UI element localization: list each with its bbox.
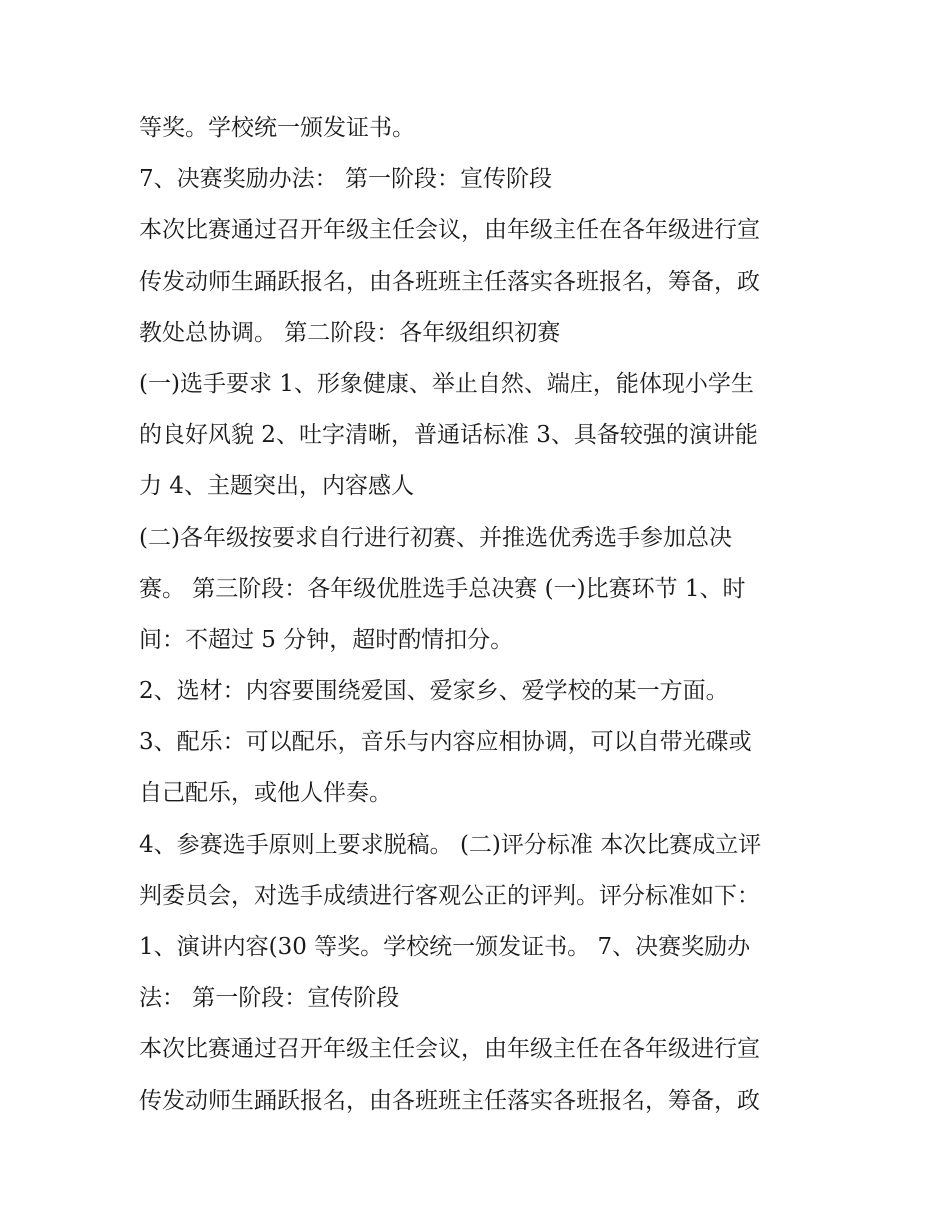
text-line: 3、配乐：可以配乐，音乐与内容应相协调，可以自带光碟或 (139, 729, 752, 756)
text-line: 1、演讲内容(30 等奖。学校统一颁发证书。 7、决赛奖励办 (139, 934, 751, 960)
text-line: (一)选手要求 1、形象健康、举止自然、端庄，能体现小学生 (139, 370, 754, 397)
text-line: 教处总协调。 第二阶段：各年级组织初赛 (139, 319, 561, 346)
text-line: 本次比赛通过召开年级主任会议，由年级主任在各年级进行宣 (139, 1036, 760, 1063)
text-line: 2、选材：内容要围绕爱国、爱家乡、爱学校的某一方面。 (139, 678, 729, 705)
text-line: 传发动师生踊跃报名，由各班班主任落实各班报名，筹备，政 (139, 1087, 760, 1114)
text-line: 赛。 第三阶段：各年级优胜选手总决赛 (一)比赛环节 1、时 (139, 575, 746, 602)
text-line: 间：不超过 5 分钟，超时酌情扣分。 (139, 626, 514, 653)
text-line: 7、决赛奖励办法： 第一阶段：宣传阶段 (139, 166, 552, 193)
text-line: 法： 第一阶段：宣传阶段 (139, 985, 400, 1012)
text-line: 本次比赛通过召开年级主任会议，由年级主任在各年级进行宣 (139, 217, 760, 244)
text-line: (二)各年级按要求自行进行初赛、并推选优秀选手参加总决 (139, 524, 732, 551)
text-line: 力 4、主题突出，内容感人 (139, 473, 414, 500)
text-line: 4、参赛选手原则上要求脱稿。 (二)评分标准 本次比赛成立评 (139, 831, 762, 858)
text-line: 传发动师生踊跃报名，由各班班主任落实各班报名，筹备，政 (139, 268, 760, 295)
text-line: 等奖。学校统一颁发证书。 (139, 115, 415, 141)
text-line: 的良好风貌 2、吐字清晰，普通话标准 3、具备较强的演讲能 (139, 422, 758, 449)
text-line: 判委员会，对选手成绩进行客观公正的评判。评分标准如下： (139, 882, 760, 909)
document-body (139, 103, 829, 1127)
text-line: 自己配乐，或他人伴奏。 (139, 780, 392, 807)
